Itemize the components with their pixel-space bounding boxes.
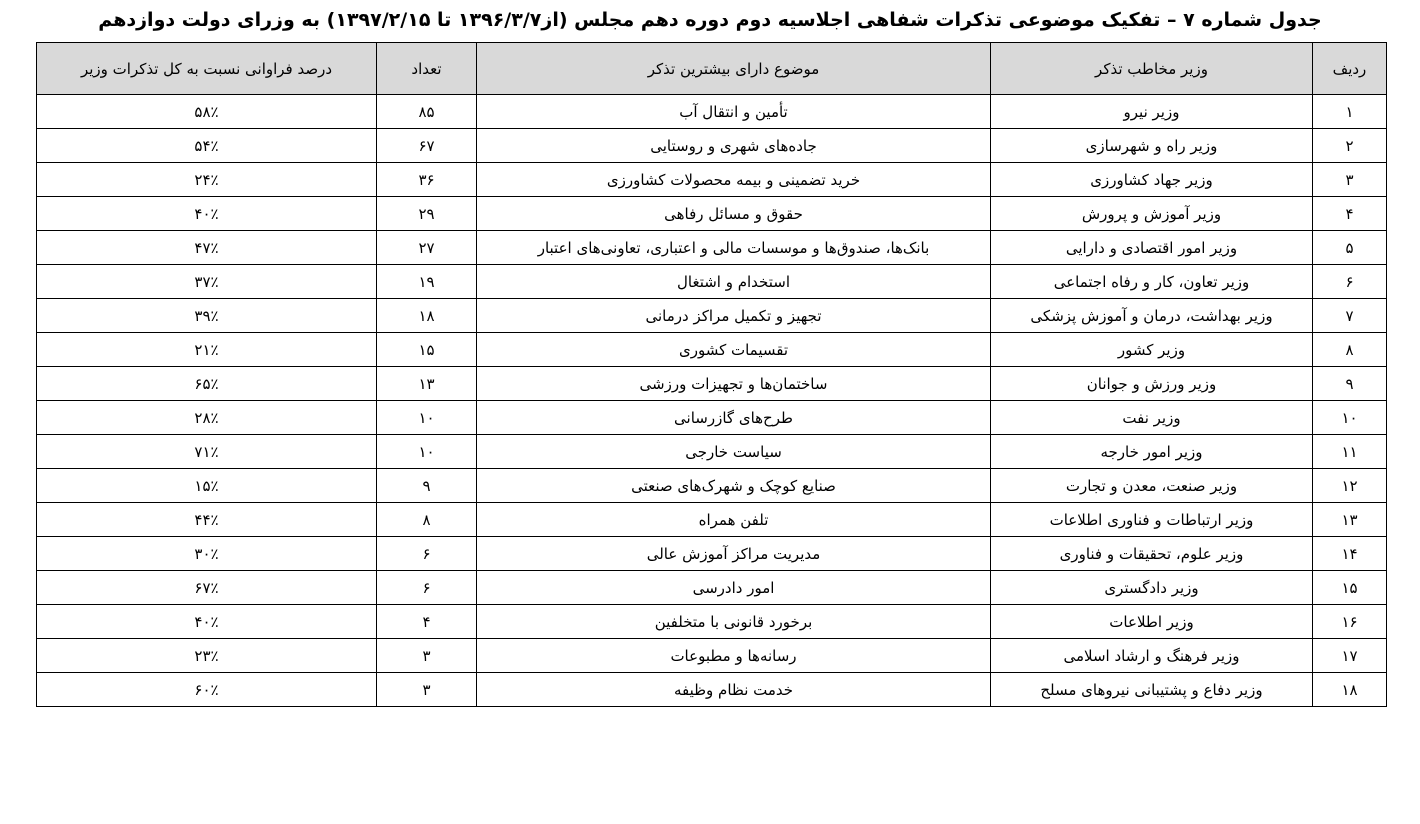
cell-percent: ۲۸٪ [37,401,377,435]
header-count: تعداد [377,43,477,95]
cell-percent: ۴۷٪ [37,231,377,265]
cell-count: ۴ [377,605,477,639]
cell-topic: ساختمان‌ها و تجهیزات ورزشی [477,367,991,401]
cell-rank: ۸ [1313,333,1387,367]
cell-rank: ۱۰ [1313,401,1387,435]
table-row [37,265,1387,299]
cell-count: ۱۰ [377,401,477,435]
table-row [37,163,1387,197]
cell-count: ۹ [377,469,477,503]
table-row [37,231,1387,265]
table-header-row [37,43,1387,95]
cell-count: ۱۳ [377,367,477,401]
cell-minister: وزیر نیرو [991,95,1313,129]
cell-topic: صنایع کوچک و شهرک‌های صنعتی [477,469,991,503]
cell-minister: وزیر علوم، تحقیقات و فناوری [991,537,1313,571]
header-minister: وزیر مخاطب تذکر [991,43,1313,95]
table-row [37,367,1387,401]
cell-percent: ۶۵٪ [37,367,377,401]
cell-count: ۱۹ [377,265,477,299]
cell-topic: استخدام و اشتغال [477,265,991,299]
cell-minister: وزیر ورزش و جوانان [991,367,1313,401]
cell-percent: ۶۷٪ [37,571,377,605]
cell-topic: خرید تضمینی و بیمه محصولات کشاورزی [477,163,991,197]
cell-count: ۲۹ [377,197,477,231]
table-row [37,401,1387,435]
cell-minister: وزیر امور اقتصادی و دارایی [991,231,1313,265]
cell-percent: ۳۹٪ [37,299,377,333]
cell-rank: ۶ [1313,265,1387,299]
cell-rank: ۱۱ [1313,435,1387,469]
cell-rank: ۳ [1313,163,1387,197]
cell-rank: ۱۴ [1313,537,1387,571]
cell-minister: وزیر بهداشت، درمان و آموزش پزشکی [991,299,1313,333]
cell-topic: تجهیز و تکمیل مراکز درمانی [477,299,991,333]
cell-percent: ۴۰٪ [37,197,377,231]
cell-rank: ۴ [1313,197,1387,231]
cell-rank: ۹ [1313,367,1387,401]
cell-count: ۶ [377,537,477,571]
table-body [37,95,1387,707]
cell-percent: ۱۵٪ [37,469,377,503]
cell-minister: وزیر راه و شهرسازی [991,129,1313,163]
cell-topic: برخورد قانونی با متخلفین [477,605,991,639]
cell-percent: ۴۴٪ [37,503,377,537]
table-row [37,95,1387,129]
cell-count: ۸ [377,503,477,537]
cell-topic: تقسیمات کشوری [477,333,991,367]
cell-minister: وزیر ارتباطات و فناوری اطلاعات [991,503,1313,537]
cell-rank: ۱۵ [1313,571,1387,605]
cell-percent: ۵۴٪ [37,129,377,163]
cell-rank: ۱۳ [1313,503,1387,537]
table-row [37,435,1387,469]
cell-percent: ۷۱٪ [37,435,377,469]
cell-topic: سیاست خارجی [477,435,991,469]
cell-percent: ۵۸٪ [37,95,377,129]
cell-percent: ۳۰٪ [37,537,377,571]
cell-count: ۱۵ [377,333,477,367]
cell-topic: بانک‌ها، صندوق‌ها و موسسات مالی و اعتباری، تعاونی‌های اعتبار [477,231,991,265]
cell-minister: وزیر کشور [991,333,1313,367]
cell-rank: ۱۸ [1313,673,1387,707]
table-row [37,503,1387,537]
cell-percent: ۲۴٪ [37,163,377,197]
cell-topic: حقوق و مسائل رفاهی [477,197,991,231]
table-row [37,469,1387,503]
cell-topic: تلفن همراه [477,503,991,537]
cell-count: ۳۶ [377,163,477,197]
cell-rank: ۲ [1313,129,1387,163]
cell-minister: وزیر دادگستری [991,571,1313,605]
cell-minister: وزیر اطلاعات [991,605,1313,639]
cell-rank: ۱۶ [1313,605,1387,639]
cell-topic: مدیریت مراکز آموزش عالی [477,537,991,571]
cell-topic: جاده‌های شهری و روستایی [477,129,991,163]
cell-topic: امور دادرسی [477,571,991,605]
cell-count: ۶۷ [377,129,477,163]
table-row [37,537,1387,571]
cell-topic: طرح‌های گازرسانی [477,401,991,435]
cell-minister: وزیر امور خارجه [991,435,1313,469]
cell-count: ۲۷ [377,231,477,265]
cell-count: ۱۸ [377,299,477,333]
cell-count: ۱۰ [377,435,477,469]
cell-minister: وزیر آموزش و پرورش [991,197,1313,231]
cell-percent: ۳۷٪ [37,265,377,299]
cell-percent: ۲۳٪ [37,639,377,673]
table-row [37,129,1387,163]
table-row [37,333,1387,367]
cell-minister: وزیر جهاد کشاورزی [991,163,1313,197]
header-rank: ردیف [1313,43,1387,95]
table-row [37,639,1387,673]
cell-minister: وزیر نفت [991,401,1313,435]
cell-rank: ۷ [1313,299,1387,333]
cell-minister: وزیر تعاون، کار و رفاه اجتماعی [991,265,1313,299]
cell-count: ۶ [377,571,477,605]
cell-percent: ۴۰٪ [37,605,377,639]
cell-topic: تأمین و انتقال آب [477,95,991,129]
cell-count: ۳ [377,639,477,673]
minister-reminders-table [36,42,1387,707]
cell-minister: وزیر صنعت، معدن و تجارت [991,469,1313,503]
page-title: جدول شماره ۷ – تفکیک موضوعی تذکرات شفاهی اجلاسیه دوم دوره دهم مجلس (از۱۳۹۶/۳/۷ تا ۱۳۹۷/۲/۱۵) به وزرای دولت دوازدهم [98,9,1322,31]
table-row [37,605,1387,639]
table-row [37,673,1387,707]
cell-rank: ۱۷ [1313,639,1387,673]
header-topic: موضوع دارای بیشترین تذکر [477,43,991,95]
table-row [37,299,1387,333]
cell-minister: وزیر دفاع و پشتیبانی نیروهای مسلح [991,673,1313,707]
cell-minister: وزیر فرهنگ و ارشاد اسلامی [991,639,1313,673]
cell-topic: خدمت نظام وظیفه [477,673,991,707]
cell-rank: ۱۲ [1313,469,1387,503]
cell-rank: ۱ [1313,95,1387,129]
cell-percent: ۶۰٪ [37,673,377,707]
header-percent: درصد فراوانی نسبت به کل تذکرات وزیر [37,43,377,95]
cell-count: ۸۵ [377,95,477,129]
cell-percent: ۲۱٪ [37,333,377,367]
cell-rank: ۵ [1313,231,1387,265]
cell-topic: رسانه‌ها و مطبوعات [477,639,991,673]
table-row [37,571,1387,605]
cell-count: ۳ [377,673,477,707]
table-row [37,197,1387,231]
